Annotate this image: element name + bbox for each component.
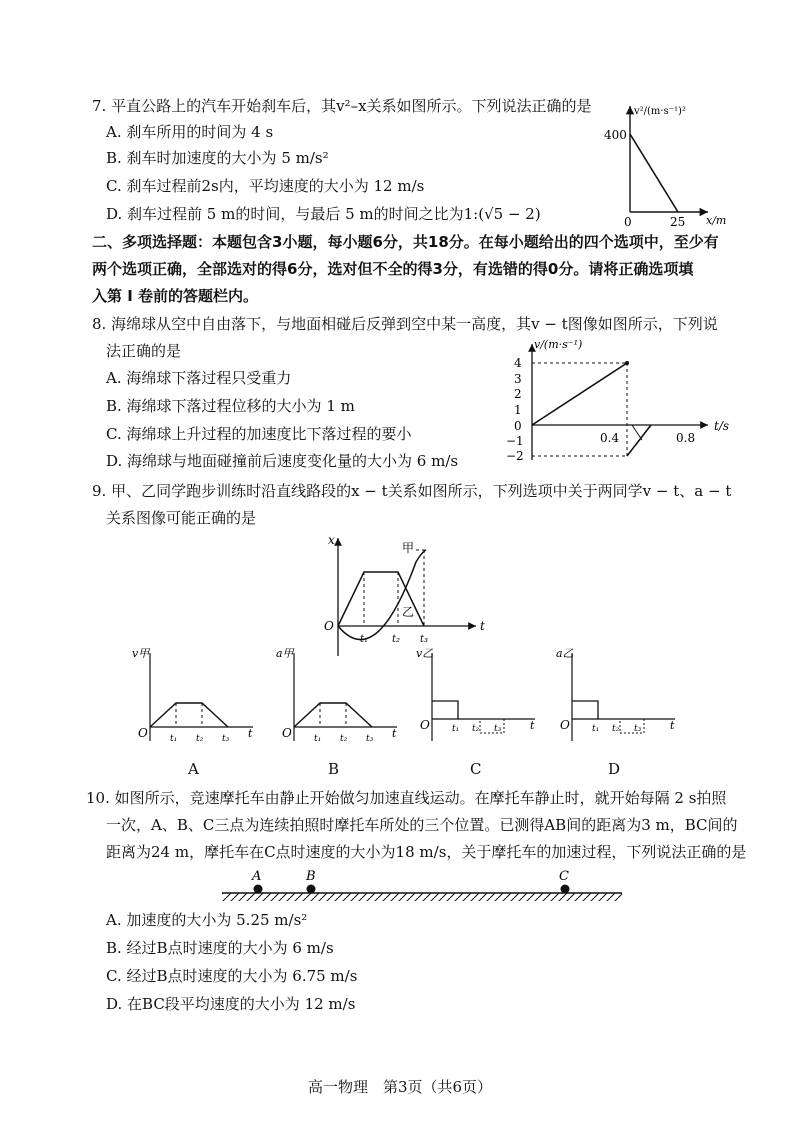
q8-stem-2: 法正确的是 xyxy=(106,342,182,360)
q7-option-c: C. 刹车过程前2s内，平均速度的大小为 12 m/s xyxy=(106,177,425,195)
svg-text:O: O xyxy=(282,726,292,740)
svg-text:t₁: t₁ xyxy=(314,734,322,744)
q9-letter-a: A xyxy=(188,760,199,778)
q9-stem-2: 关系图像可能正确的是 xyxy=(106,509,257,527)
q9-panel-a xyxy=(128,645,258,745)
q9-letter-c: C xyxy=(470,760,482,778)
page-footer: 高一物理 第3页（共6页） xyxy=(307,1078,493,1096)
svg-text:t₂: t₂ xyxy=(340,734,348,744)
q8-hatch xyxy=(632,425,642,440)
q9-x-label: x xyxy=(328,533,335,547)
q10-point-a xyxy=(254,885,263,894)
svg-text:t₃: t₃ xyxy=(634,724,642,734)
q9-t2: t₂ xyxy=(392,634,401,645)
q10-label-b: B xyxy=(306,869,316,884)
svg-text:t₂: t₂ xyxy=(612,724,620,734)
q10-label-c: C xyxy=(559,869,569,884)
section2-line2: 两个选项正确，全部选对的得6分，选对但不全的得3分，有选错的得0分。请将正确选项填 xyxy=(92,260,694,278)
svg-text:t₃: t₃ xyxy=(366,734,374,744)
q10-stem-1: 10. 如图所示，竞速摩托车由静止开始做匀加速直线运动。在摩托车静止时，就开始每隔 2 s拍照 xyxy=(86,789,727,807)
q9-panel-d xyxy=(550,645,680,745)
q10-option-c: C. 经过B点时速度的大小为 6.75 m/s xyxy=(106,967,358,985)
q8-vt-graph xyxy=(500,336,745,466)
q9-b-ylabel: a甲 xyxy=(276,647,294,660)
svg-text:O: O xyxy=(420,718,430,732)
q9-c-curve xyxy=(432,701,458,719)
section2-line1: 二、多项选择题：本题包含3小题，每小题6分，共18分。在每小题给出的四个选项中，至少有 xyxy=(92,233,719,251)
q7-x-label: x/m xyxy=(706,214,727,227)
q9-t3: t₃ xyxy=(420,634,429,645)
svg-text:t₂: t₂ xyxy=(472,724,480,734)
q8-option-d: D. 海绵球与地面碰撞前后速度变化量的大小为 6 m/s xyxy=(106,452,459,470)
svg-text:t₃: t₃ xyxy=(494,724,502,734)
svg-text:t₃: t₃ xyxy=(222,734,230,744)
q8-t-label: t/s xyxy=(714,419,730,433)
q8-rise-line xyxy=(627,425,651,456)
q9-a-curve xyxy=(150,703,228,727)
q7-x-tick: 25 xyxy=(670,215,686,229)
q8-xtick-04: 0.4 xyxy=(600,431,620,445)
q9-xt-graph xyxy=(316,532,496,660)
q8-v-label: v/(m·s⁻¹) xyxy=(534,338,583,351)
q8-ytick-1: 1 xyxy=(514,403,522,417)
q9-stem-1: 9. 甲、乙同学跑步训练时沿直线路段的x − t关系如图所示，下列选项中关于两同学v − t、a − t xyxy=(92,482,732,500)
q10-stem-3: 距离为24 m，摩托车在C点时速度的大小为18 m/s，关于摩托车的加速过程，下列说法正确的是 xyxy=(106,843,747,861)
q9-b-curve xyxy=(294,703,372,727)
q9-panel-b xyxy=(272,645,402,745)
q7-y-tick: 400 xyxy=(604,128,627,142)
q7-v2x-graph xyxy=(600,100,740,230)
q10-stem-2: 一次，A、B、C三点为连续拍照时摩托车所处的三个位置。已测得AB间的距离为3 m，BC间的 xyxy=(106,816,738,834)
q7-stem: 7. 平直公路上的汽车开始刹车后，其v²–x关系如图所示。下列说法正确的是 xyxy=(92,97,592,115)
q8-ytick-3: 3 xyxy=(514,372,522,386)
svg-text:t₁: t₁ xyxy=(170,734,178,744)
q10-point-c xyxy=(561,885,570,894)
svg-text:O: O xyxy=(560,718,570,732)
q10-ground-hatch xyxy=(222,893,622,901)
q9-t1: t₁ xyxy=(360,634,369,645)
q7-graph-line xyxy=(630,134,678,212)
q7-option-b: B. 刹车时加速度的大小为 5 m/s² xyxy=(106,149,329,167)
section2-line3: 入第 I 卷前的答题栏内。 xyxy=(92,287,259,305)
q9-c-ylabel: v乙 xyxy=(416,647,434,660)
q9-d-ylabel: a乙 xyxy=(556,647,574,660)
q8-option-c: C. 海绵球上升过程的加速度比下落过程的要小 xyxy=(106,425,412,443)
q10-track-diagram xyxy=(218,866,628,906)
svg-text:t: t xyxy=(248,727,253,740)
q9-d-curve xyxy=(572,701,598,719)
q9-t-label: t xyxy=(480,619,485,633)
q8-ytick-neg1: −1 xyxy=(506,434,524,448)
q10-option-d: D. 在BC段平均速度的大小为 12 m/s xyxy=(106,995,356,1013)
q8-option-b: B. 海绵球下落过程位移的大小为 1 m xyxy=(106,397,355,415)
q9-origin: O xyxy=(324,619,334,633)
q9-panel-c xyxy=(410,645,540,745)
q7-y-label: v²/(m·s⁻¹)² xyxy=(634,106,686,117)
q9-label-yi: 乙 xyxy=(402,605,415,619)
q8-option-a: A. 海绵球下落过程只受重力 xyxy=(106,369,292,387)
svg-text:t: t xyxy=(670,719,675,732)
q8-fall-line xyxy=(532,363,627,425)
q8-ytick-2: 2 xyxy=(514,387,522,401)
svg-text:t: t xyxy=(530,719,535,732)
q7-origin: 0 xyxy=(624,215,632,229)
q7-option-a: A. 刹车所用的时间为 4 s xyxy=(106,123,274,141)
q8-ytick-4: 4 xyxy=(514,356,522,370)
q10-label-a: A xyxy=(252,869,262,884)
q10-option-b: B. 经过B点时速度的大小为 6 m/s xyxy=(106,939,334,957)
q8-xtick-08: 0.8 xyxy=(676,431,696,445)
svg-text:t₂: t₂ xyxy=(196,734,204,744)
q8-stem-1: 8. 海绵球从空中自由落下，与地面相碰后反弹到空中某一高度，其v − t图像如图所示，下列说 xyxy=(92,315,718,333)
q8-point-top xyxy=(625,361,629,365)
svg-text:t₁: t₁ xyxy=(592,724,600,734)
q9-label-jia: 甲 xyxy=(402,541,415,555)
q9-letter-b: B xyxy=(328,760,340,778)
q7-option-d: D. 刹车过程前 5 m的时间，与最后 5 m的时间之比为1:(√5 − 2) xyxy=(106,205,541,223)
svg-text:O: O xyxy=(138,726,148,740)
q10-option-a: A. 加速度的大小为 5.25 m/s² xyxy=(106,911,308,929)
q8-ytick-0: 0 xyxy=(514,419,522,433)
q9-a-ylabel: v甲 xyxy=(132,647,150,660)
svg-text:t₁: t₁ xyxy=(452,724,460,734)
q10-point-b xyxy=(307,885,316,894)
q9-letter-d: D xyxy=(608,760,621,778)
svg-text:t: t xyxy=(392,727,397,740)
q8-ytick-neg2: −2 xyxy=(506,449,524,463)
